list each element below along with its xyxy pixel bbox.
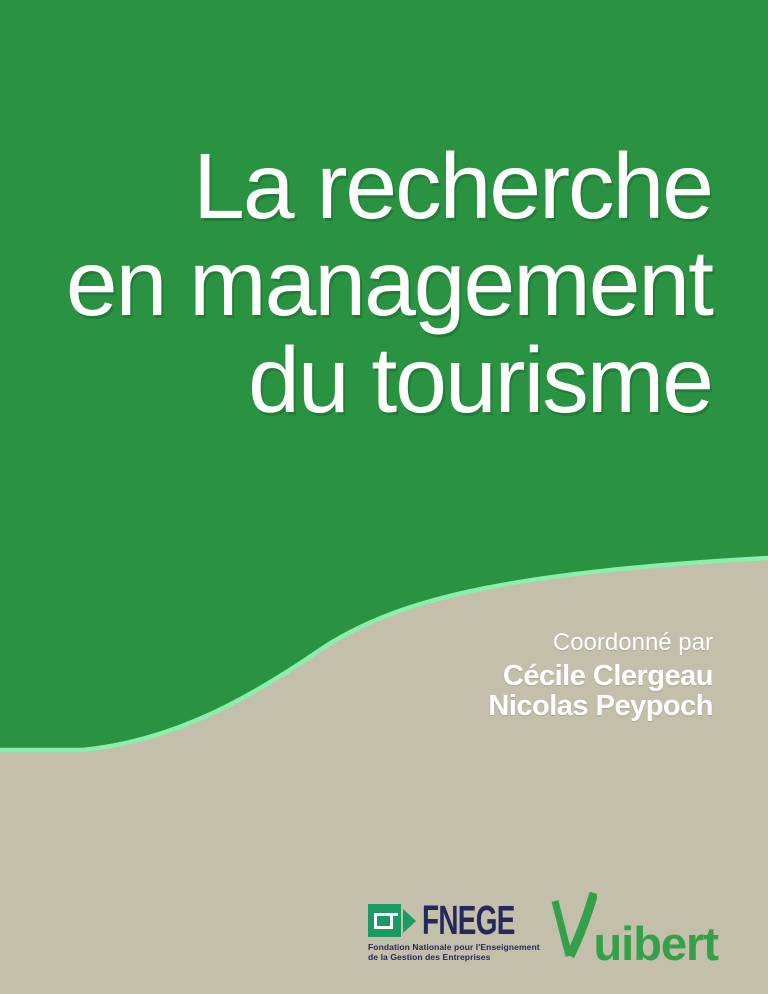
fnege-wordmark: FNEGE bbox=[422, 897, 515, 943]
vuibert-logo bbox=[550, 892, 718, 970]
fnege-square-icon bbox=[368, 904, 401, 937]
book-title-line-2: en management bbox=[65, 231, 712, 335]
author-name-1: Cécile Clergeau bbox=[502, 660, 713, 692]
coordinated-by-label: Coordonné par bbox=[552, 629, 713, 656]
vuibert-v-icon bbox=[550, 892, 597, 958]
fnege-logo bbox=[368, 897, 558, 962]
fnege-inner-notch bbox=[390, 913, 398, 916]
book-title bbox=[65, 134, 712, 432]
vuibert-wordmark: uibert bbox=[593, 917, 718, 970]
fnege-tagline-line-1: Fondation Nationale pour l'Enseignement bbox=[368, 942, 540, 952]
authors-block bbox=[488, 630, 713, 721]
fnege-tagline bbox=[368, 942, 558, 962]
fnege-logo-row bbox=[368, 897, 558, 943]
author-name-2: Nicolas Peypoch bbox=[488, 690, 713, 722]
book-title-line-3: du tourisme bbox=[248, 328, 712, 432]
fnege-tagline-line-2: de la Gestion des Entreprises bbox=[368, 952, 491, 962]
book-title-line-1: La recherche bbox=[193, 134, 712, 238]
fnege-arrow-icon bbox=[403, 909, 416, 933]
